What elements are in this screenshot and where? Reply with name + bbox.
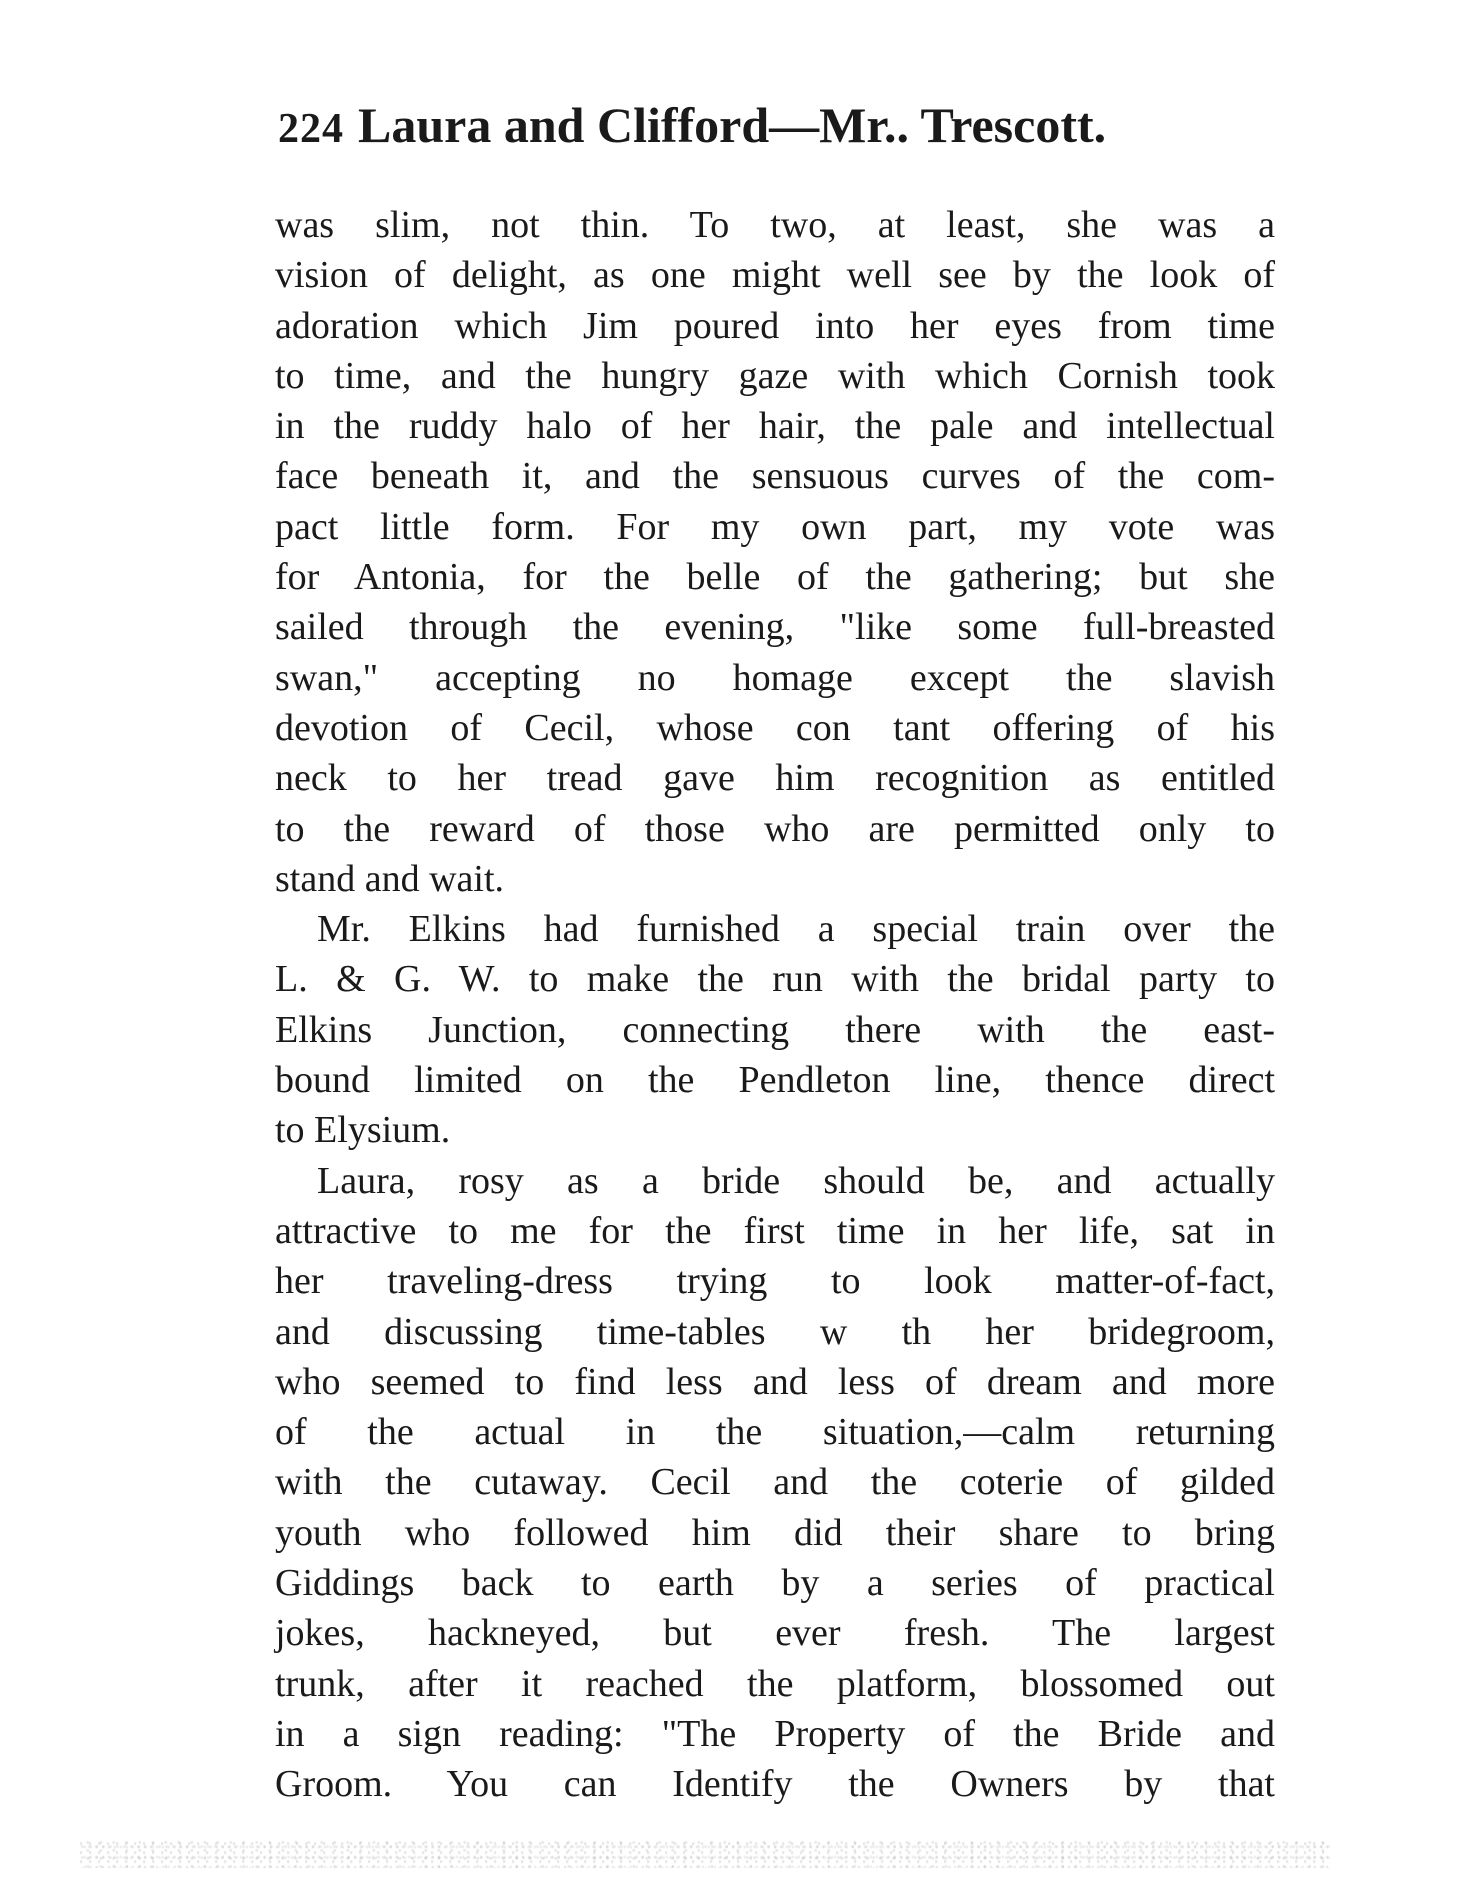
text-line: jokes, hackneyed, but ever fresh. The largest xyxy=(275,1612,1275,1655)
text-line: trunk, after it reached the platform, blossomed out xyxy=(275,1662,1275,1705)
page-number: 224 xyxy=(278,106,344,152)
text-line: her traveling-dress trying to look matter-of-fact, xyxy=(275,1260,1275,1303)
text-line: in the ruddy halo of her hair, the pale and intellectual xyxy=(275,405,1275,448)
text-line: bound limited on the Pendleton line, thence direct xyxy=(275,1059,1275,1102)
text-line: L. & G. W. to make the run with the bridal party to xyxy=(275,958,1275,1001)
text-line: youth who followed him did their share to bring xyxy=(275,1511,1275,1554)
text-line: was slim, not thin. To two, at least, she was a xyxy=(275,204,1275,246)
text-line: to time, and the hungry gaze with which Cornish took xyxy=(275,354,1275,397)
running-title: Laura and Clifford—Mr.. Trescott. xyxy=(358,97,1107,153)
text-line: who seemed to find less and less of dream and more xyxy=(275,1360,1275,1403)
text-line: Giddings back to earth by a series of practical xyxy=(275,1562,1275,1605)
text-line: Mr. Elkins had furnished a special train over the xyxy=(317,908,1275,951)
text-line: swan," accepting no homage except the slavish xyxy=(275,656,1275,699)
text-line: face beneath it, and the sensuous curves of the com- xyxy=(275,455,1275,498)
scan-noise xyxy=(80,1840,1330,1868)
text-line: for Antonia, for the belle of the gathering; but she xyxy=(275,556,1275,599)
text-line: sailed through the evening, "like some full-breasted xyxy=(275,606,1275,649)
text-line: adoration which Jim poured into her eyes from time xyxy=(275,304,1275,347)
text-line: pact little form. For my own part, my vote was xyxy=(275,505,1275,548)
text-line: Groom. You can Identify the Owners by that xyxy=(275,1763,1275,1806)
page-header xyxy=(278,96,1278,176)
text-line: to the reward of those who are permitted only to xyxy=(275,807,1275,850)
text-line: in a sign reading: "The Property of the Bride and xyxy=(275,1712,1275,1755)
text-line: with the cutaway. Cecil and the coterie of gilded xyxy=(275,1461,1275,1504)
text-line: stand and wait. xyxy=(275,857,505,900)
text-line: devotion of Cecil, whose con tant offering of his xyxy=(275,706,1275,749)
text-line: Laura, rosy as a bride should be, and actually xyxy=(317,1159,1275,1202)
text-line: and discussing time-tables w th her bridegroom, xyxy=(275,1310,1275,1353)
body-text xyxy=(275,200,1275,1810)
text-line: attractive to me for the first time in her life, sat in xyxy=(275,1209,1275,1252)
text-line: of the actual in the situation,—calm returning xyxy=(275,1411,1275,1454)
text-line: neck to her tread gave him recognition as entitled xyxy=(275,757,1275,800)
text-line: to Elysium. xyxy=(275,1109,451,1152)
text-line: Elkins Junction, connecting there with the east- xyxy=(275,1008,1275,1051)
text-line: vision of delight, as one might well see by the look of xyxy=(275,254,1275,297)
